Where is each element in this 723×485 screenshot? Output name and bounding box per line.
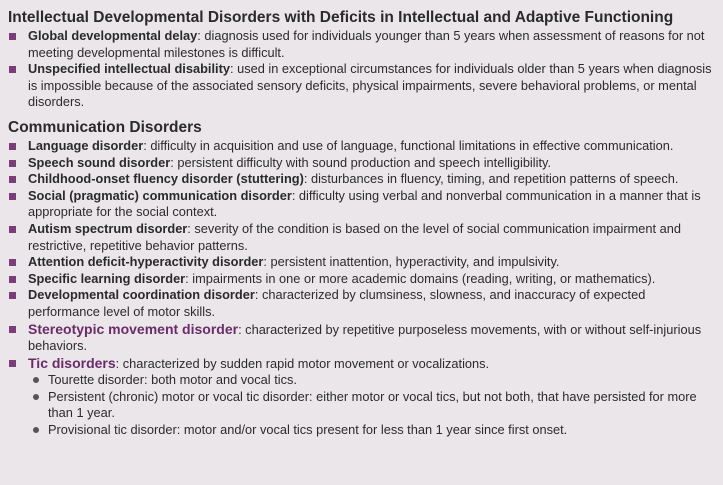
item-desc: : persistent inattention, hyperactivity, and impulsivity.	[263, 254, 560, 270]
item-desc: : difficulty using verbal and nonverbal communication in a manner that is appropriate for the social context.	[28, 187, 701, 220]
round-bullet-icon	[33, 377, 39, 383]
square-bullet-icon	[9, 33, 16, 40]
item-term: Unspecified intellectual disability	[28, 61, 230, 77]
item-term: Language disorder	[28, 137, 144, 153]
item-desc: : characterized by repetitive purposeless movements, with or without self-injurious behaviors.	[28, 321, 702, 354]
item-desc: : persistent difficulty with sound production and speech intelligibility.	[170, 154, 552, 170]
sub-item-text: Tourette disorder: both motor and vocal tics.	[48, 372, 297, 388]
section-title-communication: Communication Disorders	[8, 118, 202, 136]
list-item	[0, 61, 723, 111]
item-desc: : disturbances in fluency, timing, and repetition patterns of speech.	[303, 171, 679, 187]
square-bullet-icon	[9, 226, 16, 233]
section-title-intellectual: Intellectual Developmental Disorders with Deficits in Intellectual and Adaptive Functioning	[8, 9, 674, 26]
list-item	[0, 155, 723, 172]
list-item	[0, 271, 723, 288]
intellectual-list	[0, 28, 723, 111]
square-bullet-icon	[9, 143, 16, 150]
item-desc: : diagnosis used for individuals younger than 5 years when assessment of reasons for not meeting developmental milestones is difficult.	[28, 28, 705, 60]
item-term: Autism spectrum disorder	[28, 220, 188, 236]
list-item	[0, 321, 723, 355]
square-bullet-icon	[9, 326, 16, 333]
item-desc: : used in exceptional circumstances for individuals older than 5 years when diagnosis is impossible because of the associated sensory deficits, physical impairments, severe behavioral problems, or mental disorders.	[28, 61, 712, 110]
sub-item-text: Provisional tic disorder: motor and/or vocal tics present for less than 1 year since first onset.	[48, 422, 568, 438]
square-bullet-icon	[9, 259, 16, 266]
item-term: Social (pragmatic) communication disorder	[28, 187, 292, 203]
item-desc: : impairments in one or more academic domains (reading, writing, or mathematics).	[185, 270, 656, 286]
list-item	[0, 138, 723, 155]
item-term: Specific learning disorder	[28, 270, 186, 286]
item-desc: : characterized by sudden rapid motor movement or vocalizations.	[115, 355, 490, 371]
item-desc: : difficulty in acquisition and use of language, functional limitations in effective communication.	[143, 137, 674, 153]
square-bullet-icon	[9, 276, 16, 283]
item-desc: : severity of the condition is based on the level of social communication impairment and restrictive, repetitive behavior patterns.	[28, 220, 681, 253]
square-bullet-icon	[9, 176, 16, 183]
list-item	[0, 171, 723, 188]
round-bullet-icon	[33, 427, 39, 433]
communication-list	[0, 138, 723, 372]
item-desc: : characterized by clumsiness, slowness, and inaccuracy of expected performance level of motor skills.	[28, 287, 646, 319]
sub-list-item	[0, 422, 723, 439]
square-bullet-icon	[9, 193, 16, 200]
square-bullet-icon	[9, 66, 16, 73]
item-term: Speech sound disorder	[28, 154, 171, 170]
sub-list-item	[0, 372, 723, 389]
tic-subtypes-list	[0, 372, 723, 438]
item-term: Developmental coordination disorder	[28, 287, 255, 303]
item-term: Attention deficit-hyperactivity disorder	[28, 254, 264, 270]
item-term: Childhood-onset fluency disorder (stuttering)	[28, 171, 304, 187]
item-term: Tic disorders	[28, 354, 116, 371]
square-bullet-icon	[9, 160, 16, 167]
list-item	[0, 355, 723, 373]
item-term: Stereotypic movement disorder	[28, 320, 239, 337]
list-item	[0, 254, 723, 271]
round-bullet-icon	[33, 394, 39, 400]
square-bullet-icon	[9, 360, 16, 367]
list-item	[0, 221, 723, 254]
list-item	[0, 28, 723, 61]
square-bullet-icon	[9, 292, 16, 299]
sub-list-item	[0, 389, 723, 422]
sub-item-text: Persistent (chronic) motor or vocal tic disorder: either motor or vocal tics, but not both, that have persisted for more than 1 year.	[48, 388, 697, 421]
item-term: Global developmental delay	[28, 28, 198, 43]
list-item	[0, 188, 723, 221]
list-item	[0, 287, 723, 320]
